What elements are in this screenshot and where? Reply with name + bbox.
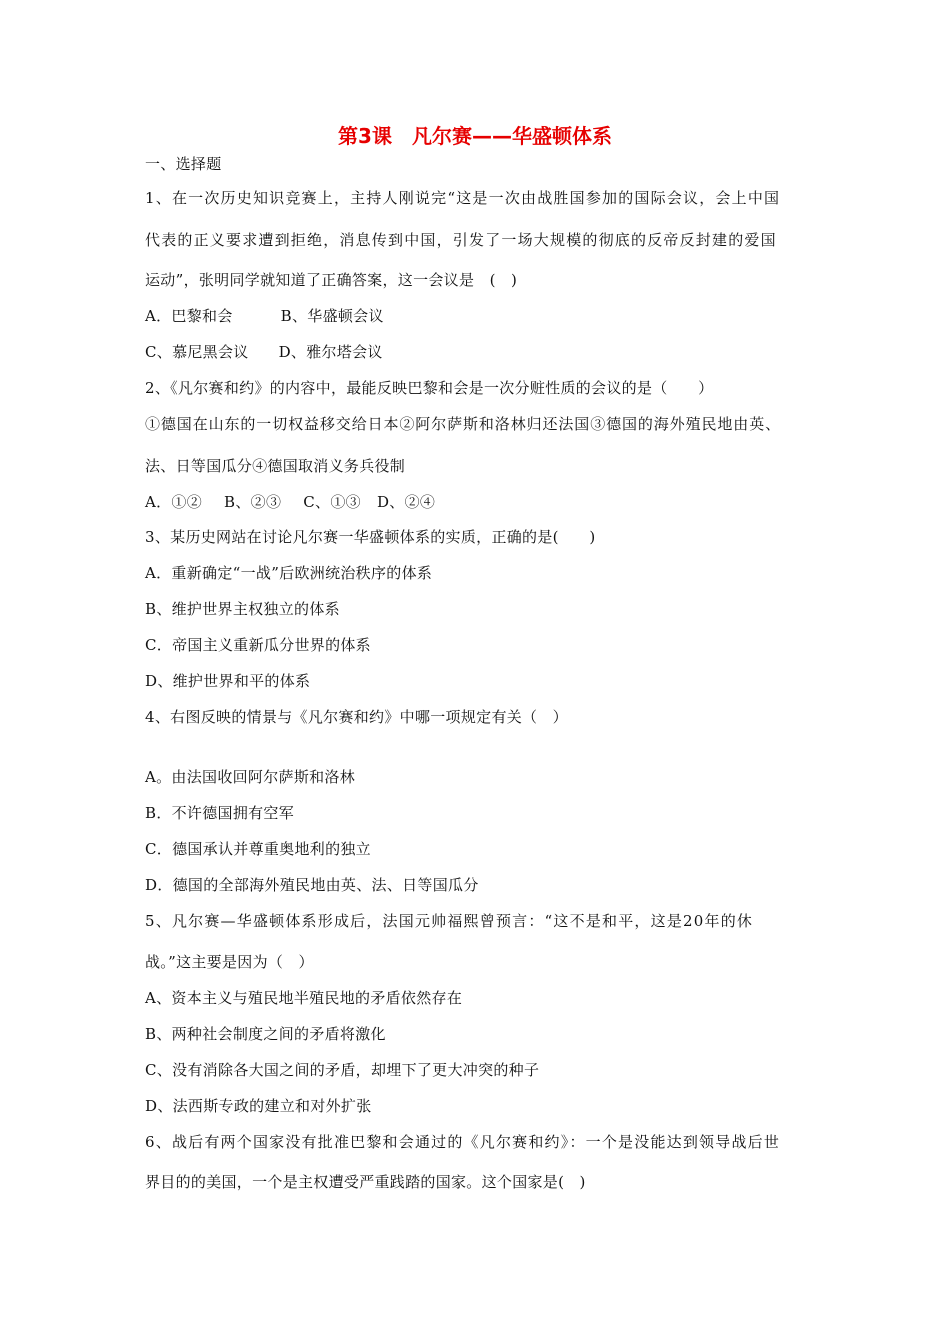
q1-option-b: B、华盛顿会议 [280,307,384,325]
q3-option-b: B、维护世界主权独立的体系 [145,600,340,618]
q2-options-row [145,491,435,513]
q4-option-a: A。由法国收回阿尔萨斯和洛林 [145,768,356,786]
q5-option-d: D、法西斯专政的建立和对外扩张 [145,1097,372,1115]
q5-option-c: C、没有消除各大国之间的矛盾，却埋下了更大冲突的种子 [145,1061,540,1079]
q3-option-d: D、维护世界和平的体系 [145,672,311,690]
q4-stem-line-1: 4、右图反映的情景与《凡尔赛和约》中哪一项规定有关（ ） [145,708,568,726]
q4-option-d: D．德国的全部海外殖民地由英、法、日等国瓜分 [145,876,479,894]
q1-option-a: A．巴黎和会 [145,307,233,325]
q6-stem-line-2: 界目的的美国，一个是主权遭受严重践踏的国家。这个国家是( ) [145,1173,586,1191]
q2-option-a: A．①② [145,493,203,511]
q2-option-c: C、①③ [303,493,361,511]
lesson-title: 第3课 凡尔赛——华盛顿体系 [338,124,612,148]
q4-option-b: B．不许德国拥有空军 [145,804,295,822]
q2-stem-line-1: 2、《凡尔赛和约》的内容中，最能反映巴黎和会是一次分赃性质的会议的是（ ） [145,379,714,397]
q5-stem-line-1: 5、凡尔赛—华盛顿体系形成后，法国元帅福熙曾预言：“这不是和平，这是20年的休 [145,912,754,930]
q5-stem-line-2: 战。”这主要是因为（ ） [145,953,314,971]
q1-option-d: D、雅尔塔会议 [278,343,383,361]
q1-option-c: C、慕尼黑会议 [145,343,249,361]
q2-option-b: B、②③ [224,493,282,511]
q1-stem-line-1: 1、在一次历史知识竞赛上，主持人刚说完“这是一次由战胜国参加的国际会议，会上中国 [145,189,781,207]
section-heading: 一、选择题 [145,155,222,173]
q5-option-a: A、资本主义与殖民地半殖民地的矛盾依然存在 [145,989,463,1007]
q3-option-a: A．重新确定“一战”后欧洲统治秩序的体系 [145,564,433,582]
q2-stem-line-2: ①德国在山东的一切权益移交给日本②阿尔萨斯和洛林归还法国③德国的海外殖民地由英、 [145,415,782,433]
q3-stem-line-1: 3、某历史网站在讨论凡尔赛一华盛顿体系的实质，正确的是( ) [145,528,596,546]
q2-stem-line-3: 法、日等国瓜分④德国取消义务兵役制 [145,457,406,475]
q1-options-row-1 [145,305,384,327]
q6-stem-line-1: 6、战后有两个国家没有批准巴黎和会通过的《凡尔赛和约》：一个是没能达到领导战后世 [145,1133,781,1151]
q4-option-c: C．德国承认并尊重奥地利的独立 [145,840,371,858]
q5-option-b: B、两种社会制度之间的矛盾将激化 [145,1025,386,1043]
q1-stem-line-2: 代表的正义要求遭到拒绝，消息传到中国，引发了一场大规模的彻底的反帝反封建的爱国 [145,231,777,249]
q1-stem-line-3: 运动”，张明同学就知道了正确答案，这一会议是 ( ) [145,271,518,289]
q3-option-c: C．帝国主义重新瓜分世界的体系 [145,636,371,654]
q1-options-row-2 [145,341,383,363]
q2-option-d: D、②④ [376,493,436,511]
